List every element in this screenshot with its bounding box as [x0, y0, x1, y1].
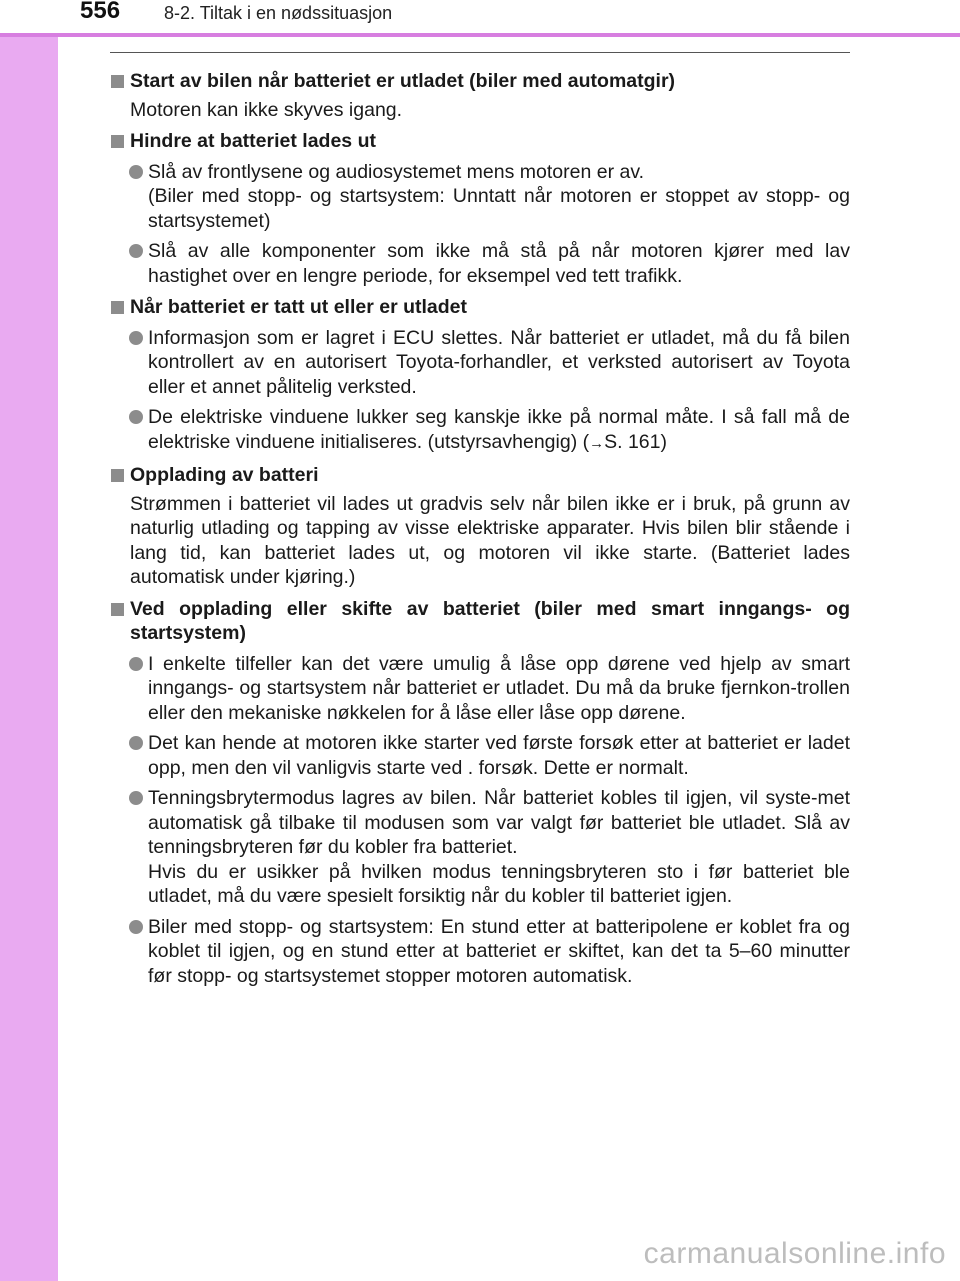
square-bullet-icon [111, 603, 124, 616]
page-reference[interactable]: S. 161) [604, 430, 667, 453]
paragraph: Strømmen i batteriet vil lades ut gradvis selv når bilen ikke er i bruk, på grunn av naturlig utlading og tapping av visse elektriske apparater. Hvis bilen blir stående i lang tid, kan batteriet lades ut, og motoren vil ikke starte. (Batteriet lades automatisk under kjøring.) [130, 492, 850, 588]
section-heading: Opplading av batteri [108, 463, 850, 488]
circle-bullet-icon [129, 657, 143, 671]
paragraph: Motoren kan ikke skyves igang. [130, 98, 403, 121]
page-number: 556 [80, 0, 121, 24]
watermark: carmanualsonline.info [643, 1237, 946, 1270]
square-bullet-icon [111, 75, 124, 88]
circle-bullet-icon [129, 920, 143, 934]
square-bullet-icon [111, 301, 124, 314]
circle-bullet-icon [129, 410, 143, 424]
square-bullet-icon [111, 469, 124, 482]
list-item: Biler med stopp- og startsystem: En stund etter at batteripolene er koblet fra og koblet til igjen, og en stund etter at batteriet er skiftet, kan det ta 5–60 minutter før stopp- og startsystemet stopper motoren automatisk. [108, 915, 850, 989]
side-color-bar [0, 0, 58, 1281]
circle-bullet-icon [129, 791, 143, 805]
circle-bullet-icon [129, 165, 143, 179]
list-item: Tenningsbrytermodus lagres av bilen. Når batteriet kobles til igjen, vil syste-met automatisk gå tilbake til modusen som var valgt før batteriet ble utladet. Slå av tenningsbryteren før du kobler fra batteriet. Hvis du er usikker på hvilken modus tenningsbryteren sto i før batteriet ble utladet, må du være spesielt forsiktig når du kobler til batteriet igjen. [108, 786, 850, 909]
list-item: Informasjon som er lagret i ECU slettes. Når batteriet er utladet, må du få bilen kontrollert av en autorisert Toyota-forhandler, et verksted autorisert av Toyota eller et annet pålitelig verksted. [108, 326, 850, 400]
circle-bullet-icon [129, 736, 143, 750]
section-heading: Når batteriet er tatt ut eller er utladet [108, 295, 850, 320]
arrow-right-icon: → [589, 434, 605, 452]
square-bullet-icon [111, 135, 124, 148]
section-heading: Ved opplading eller skifte av batteriet (biler med smart inngangs- og startsystem) [108, 597, 850, 646]
section-title: 8-2. Tiltak i en nødssituasjon [164, 3, 393, 23]
circle-bullet-icon [129, 331, 143, 345]
list-item: Slå av alle komponenter som ikke må stå på når motoren kjører med lav hastighet over en lengre periode, for eksempel ved tett trafikk. [108, 239, 850, 288]
section-heading: Hindre at batteriet lades ut [108, 129, 850, 154]
list-item: De elektriske vinduene lukker seg kanskje ikke på normal måte. I så fall må de elektriske vinduene initialiseres. (utstyrsavhengig) (→S. 161) [108, 405, 850, 456]
section-heading: Start av bilen når batteriet er utladet (biler med automatgir) [108, 69, 850, 94]
page-content [108, 62, 850, 988]
divider [110, 52, 850, 53]
list-item: Det kan hende at motoren ikke starter ved første forsøk etter at batteriet er ladet opp, men den vil vanligvis starte ved . forsøk. Dette er normalt. [108, 731, 850, 780]
list-item: I enkelte tilfeller kan det være umulig å låse opp dørene ved hjelp av smart inngangs- og startsystem når batteriet er utladet. Du må da bruke fjernkon-trollen eller den mekaniske nøkkelen for å låse eller låse opp dørene. [108, 652, 850, 726]
header-accent-line [0, 33, 960, 37]
header-band [0, 0, 960, 34]
circle-bullet-icon [129, 244, 143, 258]
list-item: Slå av frontlysene og audiosystemet mens motoren er av. (Biler med stopp- og startsystem: Unntatt når motoren er stoppet av stopp- og startsystemet) [108, 160, 850, 234]
